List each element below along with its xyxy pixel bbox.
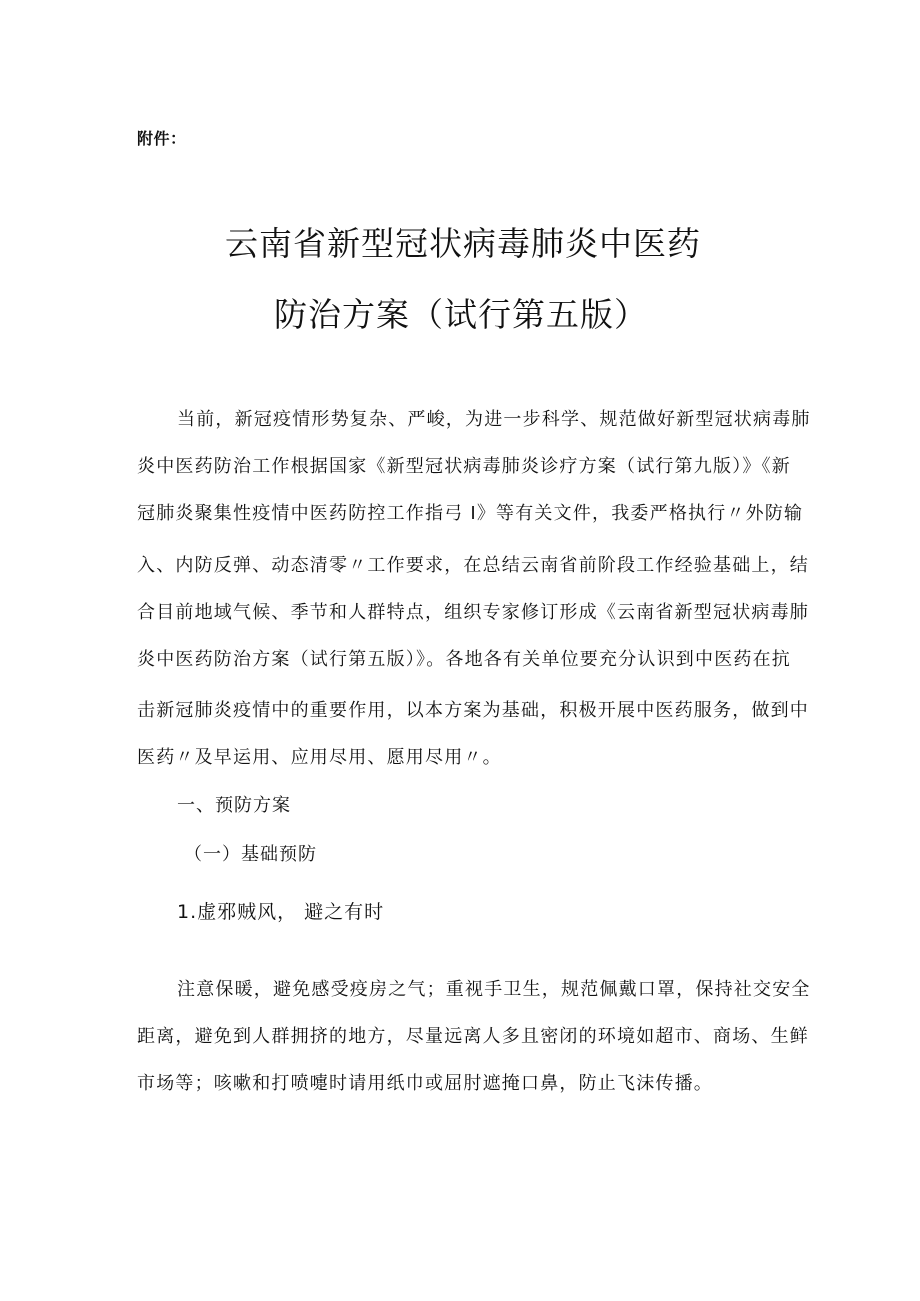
paragraph-line: 合目前地域气候、季节和人群特点，组织专家修订形成《云南省新型冠状病毒肺 [137, 602, 809, 623]
paragraph-line: 冠肺炎聚集性疫情中医药防控工作指弓 I》等有关文件，我委严格执行〃外防输 [137, 503, 804, 524]
item-heading: 1.虚邪贼风， 避之有时 [177, 901, 385, 923]
paragraph-line: 入、内防反弹、动态清零〃工作要求，在总结云南省前阶段工作经验基础上，结 [137, 555, 809, 576]
paragraph-line: 距离，避免到人群拥挤的地方，尽量远离人多且密闭的环境如超市、商场、生鲜 [137, 1026, 809, 1047]
paragraph-line: 炎中医药防治工作根据国家《新型冠状病毒肺炎诊疗方案（试行第九版）》《新 [137, 456, 791, 477]
section-heading: 一、预防方案 [177, 795, 291, 816]
attachment-label: 附件： [137, 129, 187, 148]
paragraph-line: 医药〃及早运用、应用尽用、愿用尽用〃。 [137, 747, 502, 768]
paragraph-line: 炎中医药防治方案（试行第五版）》。各地各有关单位要充分认识到中医药在抗 [137, 649, 791, 670]
paragraph-line: 击新冠肺炎疫情中的重要作用，以本方案为基础，积极开展中医药服务，做到中 [137, 700, 809, 721]
paragraph-line: 市场等；咳嗽和打喷嚏时请用纸巾或屈肘遮掩口鼻，防止飞沫传播。 [137, 1073, 713, 1094]
paragraph-line: 当前，新冠疫情形势复杂、严峻，为进一步科学、规范做好新型冠状病毒肺 [177, 409, 811, 430]
subsection-heading: （一）基础预防 [184, 844, 317, 865]
document-title-line-1: 云南省新型冠状病毒肺炎中医药 [225, 224, 701, 263]
document-title-line-2: 防治方案（试行第五版） [274, 295, 648, 334]
paragraph-line: 注意保暖，避免感受疫房之气；重视手卫生，规范佩戴口罩，保持社交安全 [177, 979, 811, 1000]
